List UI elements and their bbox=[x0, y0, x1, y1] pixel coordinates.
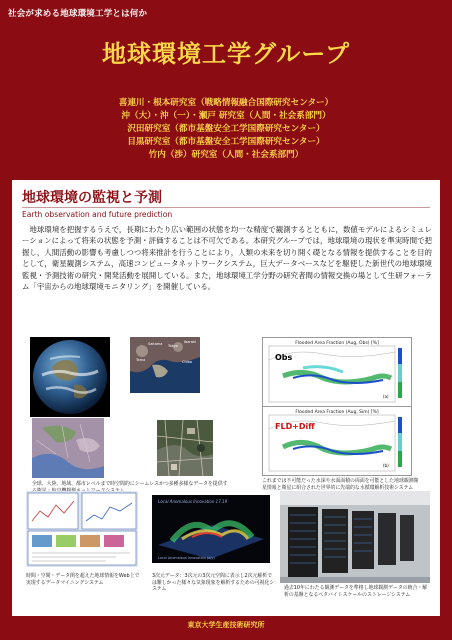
section-subtitle: Earth observation and future prediction bbox=[22, 210, 173, 219]
map-label: Tama bbox=[136, 358, 146, 362]
lab-item: 沖（大）・沖（一）・瀬戸 研究室（人間・社会系部門） bbox=[121, 111, 331, 121]
flood-obs-title: Flooded Area Fraction (Aug, Obs) [%] bbox=[295, 341, 379, 346]
vis-subtitle: Local Anomalous Innovation (d/y) bbox=[158, 556, 215, 560]
caption-storage: 過去10年にわたる観測データを準格し地球観測データの統合・解析の基盤となるペタバイトスケールのストレージシステム bbox=[284, 585, 428, 598]
data-mining-screenshot bbox=[26, 491, 138, 567]
caption-monitor: 時間・空間・データ関を超えた地球情報をWeb上で実現するデータマイニングシステム bbox=[26, 573, 140, 586]
lab-item: 目黒研究室（都市基盤安全工学国際研究センター） bbox=[127, 137, 325, 147]
lab-list bbox=[0, 97, 452, 162]
panel-label-a: (a) bbox=[383, 394, 389, 399]
flood-sim-title: Flooded Area Fraction (Aug, Sim) [%] bbox=[295, 410, 379, 415]
lab-item: 沢田研究室（都市基盤安全工学国際研究センター） bbox=[127, 124, 325, 134]
footer-institution: 東京大学生産技術研究所 bbox=[187, 621, 265, 629]
flood-map-obs bbox=[262, 337, 412, 407]
section-body: 地球環境を把握するうえで，長期にわたり広い範囲の状態を均一な精度で観測するとともに，数値モデルによるシミュレーションによって将来の状態を予測・評価することは不可欠である。本研究グループでは，地球環境の現状を準実時間で把握し，人間活動の影響も考慮しつつ将来推計を行うことにより，人類の未来を切り開く礎となる情報を提供することを目的として，衛星観測システム，高速コンピュータネットワークシステム，巨大データベースなどを駆使した新世代の地球環境監視・予測技術の研究・開発活動を展開している。また，地球環境工学分野の研究者間の情報交換の場として生研フォーラム「宇宙からの地球環境モニタリング」を開催している。 bbox=[22, 225, 432, 292]
flood-label-sim: FLD+Diff bbox=[275, 422, 315, 431]
lab-item: 竹内（渉）研究室（人間・社会系部門） bbox=[148, 150, 304, 160]
lab-item: 喜連川・根本研究室（戦略情報融合国際研究センター） bbox=[118, 98, 334, 108]
section-divider bbox=[22, 207, 430, 208]
panel-label-b: (b) bbox=[383, 463, 389, 468]
landcover-satellite-image bbox=[32, 418, 104, 478]
flood-map-sim bbox=[262, 406, 412, 476]
content-panel bbox=[12, 180, 440, 616]
caption-flood: これまでは不可能だった水深や水面面積の両面を可能とした地球観測衛星情報と衛星に組合された世界的に先端的な水循環解析技術システム bbox=[262, 478, 419, 491]
map-label: Tokyo bbox=[168, 344, 178, 348]
map-label: Ibaraki bbox=[184, 340, 196, 344]
page-title: 地球環境工学グループ bbox=[101, 40, 351, 68]
vis-title: Local Anomalous Innovation 17.19 bbox=[158, 499, 228, 504]
map-label: Chiba bbox=[182, 360, 193, 364]
earth-globe-image bbox=[30, 337, 110, 417]
map-label: Saitama bbox=[148, 342, 163, 346]
aerial-city-image bbox=[157, 420, 213, 476]
3d-visualization-image bbox=[152, 495, 270, 563]
storage-server-image bbox=[280, 491, 430, 583]
caption-satellite: 全球、大陸、地域、都市レベルまで時空間的にシームレスかつ多種多様なデータを提供す bbox=[32, 481, 228, 487]
header bbox=[0, 0, 452, 178]
kanto-satellite-map bbox=[130, 337, 200, 393]
flood-label-obs: Obs bbox=[275, 353, 293, 362]
section-title: 地球環境の監視と予測 bbox=[22, 190, 162, 206]
kicker-text: 社会が求める地球環境工学とは何か bbox=[8, 9, 148, 19]
caption-visual: 3次元データ：3次元の3次元空間に表示し2次元解析では難しかった様々な気象現象を解析するための可視化システム bbox=[152, 573, 275, 593]
